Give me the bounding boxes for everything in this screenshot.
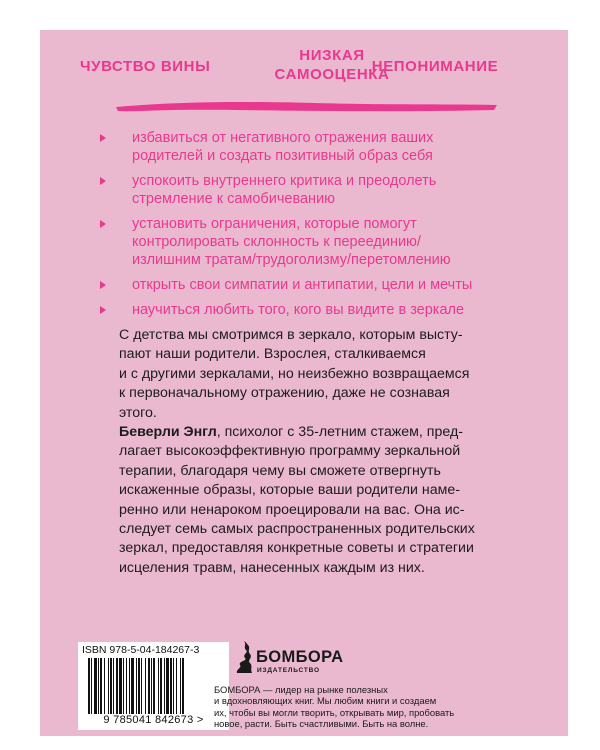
body-line [119, 423, 539, 442]
body-line: терапии, благодаря чему вы сможете отвергнуть [119, 462, 441, 479]
arrow-bullet-icon [100, 177, 106, 185]
benefit-line: успокоить внутреннего критика и преодолеть [132, 173, 437, 189]
author-name: Беверли Энгл [119, 424, 217, 441]
benefit-item [100, 301, 540, 319]
body-line: лагает высокоэффективную программу зеркальной [119, 443, 461, 460]
benefit-line: научиться любить того, кого вы видите в зеркале [132, 302, 465, 318]
benefit-line: избавиться от негативного отражения ваших [132, 130, 434, 146]
back-cover [40, 30, 568, 736]
benefit-line: родителей и создать позитивный образ себя [132, 148, 433, 164]
benefit-item [100, 172, 540, 208]
publisher-desc-line: новое, расти. Быть счастливыми. Быть на волне. [214, 717, 429, 729]
benefit-item [100, 276, 540, 294]
benefits-list [100, 129, 540, 326]
isbn-number: ISBN 978-5-04-184267-3 [82, 644, 200, 656]
isbn-barcode [78, 642, 229, 730]
benefit-line: стремление к самобичеванию [132, 191, 336, 207]
keyword-guilt: ЧУВСТВО ВИНЫ [80, 58, 211, 75]
benefit-item [100, 129, 540, 165]
benefit-line: контролировать склонность к переединию/ [132, 234, 421, 250]
barcode-bars [86, 658, 222, 714]
barcode-digits: 9 785041 842673 > [103, 714, 204, 726]
body-line: следует семь самых распространенных родительских [119, 521, 475, 538]
keyword-misunderstanding: НЕПОНИМАНИЕ [371, 58, 499, 75]
body-line: исцеления травм, нанесенных каждым из них. [119, 559, 425, 576]
body-line: к первоначальному отражению, даже не сознавая [119, 385, 450, 402]
description-text [119, 326, 539, 578]
arrow-bullet-icon [100, 220, 106, 228]
body-line: зеркал, предоставляя конкретные советы и стратегии [119, 540, 474, 557]
arrow-bullet-icon [100, 281, 106, 289]
benefit-item [100, 215, 540, 269]
bombora-wave-logo-icon [234, 641, 254, 673]
publisher-name: БОМБОРА [256, 648, 344, 666]
body-line: этого. [119, 404, 157, 421]
arrow-bullet-icon [100, 306, 106, 314]
publisher-description [214, 684, 514, 729]
benefit-line: открыть свои симпатии и антипатии, цели и мечты [132, 277, 473, 293]
arrow-bullet-icon [100, 134, 106, 142]
publisher-desc-line: БОМБОРА — лидер на рынке полезных [214, 684, 388, 695]
brush-stroke-decoration [114, 98, 499, 114]
body-line: и с другими зеркалами, но неизбежно возвращаемся [119, 365, 470, 382]
keyword-low-line2: САМООЦЕНКА [274, 66, 390, 83]
keyword-low-line1: НИЗКАЯ [299, 47, 365, 64]
body-line: пают наши родители. Взрослея, сталкиваемся [119, 346, 426, 363]
body-line: ренно или ненароком проецировали на вас. Она ис- [119, 501, 465, 518]
publisher-desc-line: и вдохновляющих книг. Мы любим книги и создаем [214, 695, 437, 707]
benefit-line: излишним тратам/трудоголизму/перетомлению [132, 252, 451, 268]
body-line: искаженные образы, которые ваши родители наме- [119, 482, 461, 499]
benefit-line: установить ограничения, которые помогут [132, 216, 417, 232]
publisher-desc-line: их, чтобы вы могли творить, открывать мир, пробовать [214, 706, 455, 718]
body-line-rest: , психолог с 35-летним стажем, пред- [216, 424, 463, 441]
publisher-subtitle: ИЗДАТЕЛЬСТВО [257, 667, 320, 674]
body-line: С детства мы смотримся в зеркало, которым высту- [119, 327, 463, 343]
